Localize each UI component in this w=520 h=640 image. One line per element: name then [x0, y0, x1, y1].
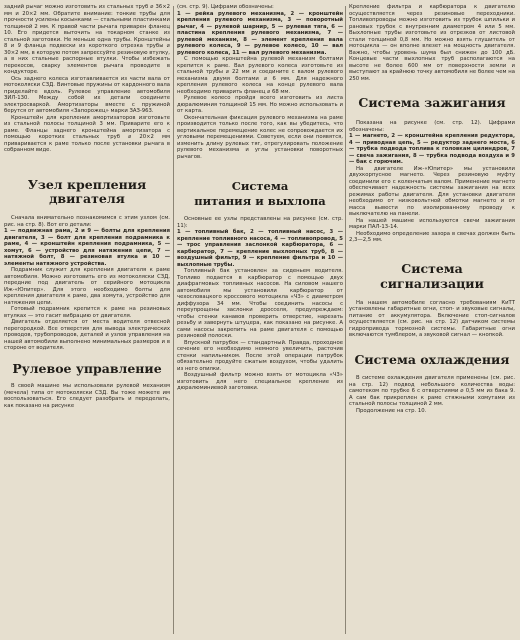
paragraph-ignition-lead: Показана на рисунке (см. стр. 12). Цифрами обозначены:: [349, 120, 515, 133]
paragraph-steering: В своей машине мы использовали рулевой механизм (мечела) типа от мотоколяски СЗД. Вы тоже можете им воспользоваться. Его следует разобрать и переделать, как показано на рисунке: [4, 383, 170, 409]
paragraph-fuel-tank: Топливный бак установлен за сиденьем водителя. Топливо подается в карбюратор с помощью двух диафрагмовых топливных насосов. На силовом нашего автомобиля мы установили карбюратор от чехословацкого кроссового мотоцикла «Ч3» с диаметром диффузора 34 мм. Чтобы соединить насосы с переупрощены заслонки дросселя, предупреждаем: чтобы стенки канавов проверить отверстие, нарезать резьбу и завернуть штуцера, как показано на рисунке. А сами насосы закрепить на раме двигателя с помощью резиновой полоски.: [177, 268, 343, 340]
steering-parts-list: 1 — рейка рулевого механизма, 2 — кронштейн крепления рулевого механизма, 3 — поворотный рычаг, 4 — рулевой шарнир, 5 — рулевая тяга, 6 — пластина крепления рулевого механизма, 7 — рулевой механизм, 8 — элемент крепления вала рулевого колеса, 9 — рулевое колесо, 10 — вал рулевого колеса, 11 — вал рулевого механизма.: [177, 10, 343, 56]
paragraph-inlet-pipe: Впускной патрубок — стандартный. Правда, проходное сечение его необходимо немного увеличить, расточив стенки напильником. После этой операции патрубок обязательно продуйте сжатым воздухом, чтобы удалить из него опилки.: [177, 339, 343, 372]
heading-signal-line1: Система: [401, 260, 463, 276]
heading-steering: Рулевое управление: [12, 360, 162, 376]
fuel-parts-list: 1 — топливный бак, 2 — топливный насос, 3 — крепление топливного насоса, 4 — топливопровод, 5 — трос управления заслонкой карбюратора, 6 — карбюратор, 7 — крепление выхлопных труб, 8 — воздушный фильтр, 9 — крепление фильтра и 10 — выхлопные трубы.: [177, 229, 343, 268]
paragraph-rear-frame: задний рычаг можно изготовить из стальных труб ⌀ 36×2 мм и 20×2 мм. Обратите внимание: тонкие трубы для прочности усилены косынками — стальными пластинками толщиной 2 мм. К правой части рычага приварен фланец 10. Его придется выточить на токарном станке из стальной заготовки. Не меньше одна трубы. Кронштейны 8 и 9 фланца подвески из короткого отрезка трубы ⌀ 30×2 мм, в которую потом запрессуйте резиновую втулку, а в них стальные распорные втулки. Чтобы избежать перекосов, сварку элементов рычага проводите в кондукторе.: [4, 4, 170, 75]
paragraph-carburetor-mount: Крепление фильтра и карбюратора к двигателю осуществляется через резиновые переходники. Топливопроводы можно изготовить из трубок шпильки и рановых трубок с внутренним диаметром 4 или 5 мм. Выхлопные трубы изготовьте из отрезков от листовой стали толщиной 0,8 мм. Но можно взять глушитель от мотоцикла — он вполне влезет на мощность двигателя. Важно, чтобы уровень шума был снижен до 100 дБ. Концевые части выхлопных труб располагаются на высоте не более 600 мм от поверхности земли и выступают за крайнюю точку автомобиля не более чем на 250 мм.: [349, 4, 515, 82]
paragraph-signal: На нашем автомобиле согласно требованиям КиТТ установлены габаритные огни, стоп- и звуковые сигналы, питание от аккумулятора. Включение стоп-сигналов осуществляется (см. рис. на стр. 12) датчиком системы гидропривода тормозной системы. Габаритные огни включаются тумблером, а звуковой сигнал — кнопкой.: [349, 299, 515, 339]
paragraph-spark-gap: Необходимо определение зазора в свечах должен быть 2,3—2,5 мм.: [349, 230, 515, 244]
paragraph-subframe-ready: Готовый подрамник крепится к раме на резиновых втулках — это гасит вибрацию от двигателя.: [4, 306, 170, 319]
paragraph-steering-shaft: С помощью кронштейна рулевой механизм болтами крепится к раме. Вал рулевого колеса изготовьте из стальной трубы ⌀ 22 мм и соедините с валом рулевого механизма двумя болтами ⌀ 6 мм. Для надежного крепления рулевого колеса на конце рулевого вала необходимо приварить фланец ⌀ 68 мм.: [177, 56, 343, 95]
column-left: [4, 4, 170, 409]
paragraph-rear-axle: Ось заднего колеса изготавливается из части вала от мотоколяски СЗД. Винтовые пружины от кардонного вала приделайте вдоль. Рулевое управление автомобиля ЗИЛ-130. Между собой их детали соедините электросваркой. Амортизаторы вместе с пружиной берутся от автомобиля «Запорожец» марки ЗАЗ-963.: [4, 75, 170, 114]
heading-fuel-system-line1: Система: [231, 179, 289, 193]
heading-cooling: Система охлаждения: [354, 351, 510, 367]
column-divider: [345, 6, 346, 634]
paragraph-spark-plugs: На нашей машине используются свечи зажигания марки ПАЛ-13-14.: [349, 217, 515, 231]
heading-ignition: Система зажигания: [358, 95, 506, 110]
column-divider: [173, 6, 174, 634]
paragraph-steering-fixing: Окончательная фиксация рулевого механизма на раме производится только после того, как вы убедитесь, что вертикальное перемещение колес не сопровождается их угловыми перемещениями. Советуем, если они появятся, изменить длину рулевых тяг, отрегулировать положение рулевого механизма и углы установки поворотных рычагов.: [177, 114, 343, 160]
paragraph-shock-bracket: Кронштейн для крепления амортизаторов изготовьте из стальной полосы толщиной 3 мм. Приварите его к раме. Фланцы заднего кронштейна амортизатора с помощью коротких стальных труб ⌀ 20×2 мм приваривается к раме только после установки рычага в собранном виде.: [4, 114, 170, 153]
heading-engine-mount: Узел крепления двигателя: [27, 176, 147, 206]
column-middle: [177, 4, 343, 392]
paragraph-steering-wheel: Рулевое колесо пройдя всего изготовить из листа дюралюминия толщиной 15 мм. Но можно использовать и от карта.: [177, 95, 343, 114]
paragraph-steering-cont: (см. стр. 9). Цифрами обозначены:: [177, 4, 274, 10]
paragraph-subframe: Подрамник служит для крепления двигателя к раме автомобиля. Можно изготовить его из мотоколяски СЗД, передние под двигатель от серийного мотоцикла Иж-«Юпитер». Для этого необходимо болты для крепления двигателя к раме, два хомута, устройство для натяжения цепи.: [4, 267, 170, 306]
paragraph-fuel-lead: Основные ее узлы представлены на рисунке (см. стр. 11):: [177, 216, 343, 229]
paragraph-air-filter: Воздушный фильтр можно взять от мотоцикла «Ч3» изготовить для него специальное крепление из дюралюминиевой заготовки.: [177, 372, 343, 392]
paragraph-engine-separation: Двигатель отделяется от места водителя отвесной перегородкой. Все отверстия для вывода электрических проводов, трубопроводов, деталей и узлов управления на нашей автомобили выполнено минимальных размеров и в стороне от водителя.: [4, 319, 170, 352]
heading-fuel-system-line2: питания и выхлопа: [194, 194, 326, 209]
column-right: [349, 4, 515, 414]
continued-note: Продолжение на стр. 10.: [356, 407, 427, 414]
paragraph-magneto: На двигателе Иж-«Юпитер» мы установили двухкорпусное магнето. Через резиновую муфту соединили его с коленчатым валом. Применение магнето обеспечивает надежность системы зажигания на всех режимах работы двигателя. Для установки двигателя необходимо от низковольтной обмотки магнето и от масса вывести по изолированному проводу к выключателю на панели.: [349, 165, 515, 218]
ignition-parts-list: 1 — магнето, 2 — кронштейна крепления редуктора, 4 — приводная цепь, 5 — редуктор заднего моста, 6 — трубка подвода топлива к головкам цилиндров, 7 — свеча зажигания, 8 — трубка подвода воздуха и 9 — бак с горючим.: [349, 133, 515, 166]
heading-signal-line2: сигнализации: [380, 276, 484, 292]
paragraph-engine-lead: Сначала внимательно познакомимся с этим узлом (см. рис. на стр. 8). Вот его детали:: [4, 215, 170, 228]
paragraph-cooling: В системе охлаждения двигателя применены (см. рис. на стр. 12) подвод небольшого количества воды: самотеком по трубке 6 с отверстиями ⌀ 0,5 мм из бака 9. А сам бак прикреплен к раме стяжными хомутами из стальной полосы толщиной 2 мм.: [349, 375, 515, 407]
engine-parts-list: 1 — подвижная рама, 2 и 9 — болты для крепления двигателя, 3 — болт для крепления подрамника к раме, 4 — кронштейн крепления подрамника, 5 — хомут, 6 — устройство для натяжения цепи, 7 — натяжной болт, 8 — резиновая втулка и 10 — элементы натяжного устройства.: [4, 228, 170, 267]
